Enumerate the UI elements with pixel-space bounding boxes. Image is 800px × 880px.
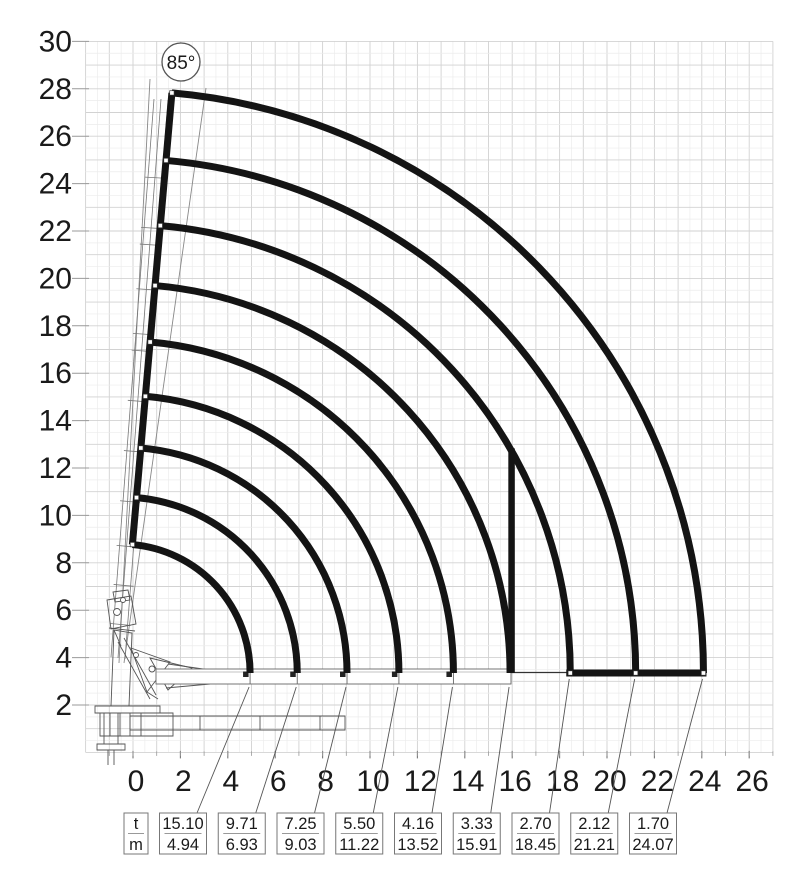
capacity-load-value: 4.16 <box>401 815 435 833</box>
x-tick-label: 16 <box>498 765 532 798</box>
capacity-arc-4 <box>145 396 399 673</box>
arc-tip-marker <box>153 283 157 287</box>
capacity-arc-5 <box>150 342 453 673</box>
y-tick-label: 20 <box>38 262 72 296</box>
capacity-envelope <box>130 91 706 675</box>
arc-tip-marker <box>139 446 143 450</box>
capacity-outreach-value: 9.03 <box>284 836 317 854</box>
x-tick-label: 2 <box>175 765 192 798</box>
x-tick-label: 22 <box>640 765 675 798</box>
x-tick-label: 18 <box>545 765 580 798</box>
capacity-load-value: 15.10 <box>162 815 204 833</box>
crane-pivot-pin <box>149 666 155 672</box>
x-tick-label: 12 <box>403 765 438 798</box>
boom-body <box>156 669 511 684</box>
capacity-cell <box>453 813 500 854</box>
raised-boom-edge <box>118 99 161 658</box>
x-tick-label: 6 <box>269 765 287 798</box>
y-tick-label: 2 <box>55 689 72 722</box>
y-tick-label: 30 <box>38 25 72 59</box>
boom-angle-badge <box>162 43 200 81</box>
y-tick-label: 28 <box>38 72 72 106</box>
crane-pivot-pin <box>121 598 126 603</box>
x-tick-label: 10 <box>356 765 390 798</box>
arc-tip-marker <box>148 340 152 344</box>
x-tick-label: 14 <box>451 765 485 798</box>
capacity-arc-6 <box>155 286 510 673</box>
horizontal-boom <box>156 669 568 684</box>
arc-landing-marker <box>633 671 637 675</box>
x-tick-label: 26 <box>735 765 769 798</box>
arc-landing-marker <box>568 671 572 675</box>
capacity-load-value: 5.50 <box>343 815 376 833</box>
y-tick-label: 12 <box>38 452 72 485</box>
arc-tip-marker <box>130 542 134 546</box>
capacity-outreach-value: 18.45 <box>514 836 557 854</box>
y-tick-label: 8 <box>55 546 72 580</box>
crane-base-part <box>95 706 160 713</box>
grid <box>86 41 773 752</box>
capacity-outreach-value: 13.52 <box>397 836 439 854</box>
capacity-cell <box>571 813 618 854</box>
y-tick-label: 10 <box>38 499 72 533</box>
arc-tip-marker <box>164 158 168 162</box>
capacity-load-value: 9.71 <box>225 815 258 833</box>
x-tick-label: 24 <box>688 765 722 798</box>
capacity-outreach-value: 11.22 <box>339 836 380 854</box>
boom-angle-label: 85° <box>166 53 196 74</box>
capacity-cell <box>218 813 265 854</box>
capacity-cell <box>160 813 207 854</box>
leader-line <box>432 687 452 813</box>
unit-top-label: t <box>133 815 139 833</box>
x-tick-label: 8 <box>317 765 334 798</box>
y-tick-label: 16 <box>38 357 72 391</box>
x-tick-label: 0 <box>127 765 145 798</box>
arc-tip-marker <box>170 91 174 95</box>
crane-base-part <box>130 716 345 730</box>
capacity-outreach-value: 24.07 <box>632 836 674 854</box>
capacity-table <box>124 813 677 854</box>
arc-tip-marker <box>134 495 138 499</box>
capacity-outreach-value: 21.21 <box>573 836 615 854</box>
capacity-cell <box>512 813 559 854</box>
y-tick-label: 26 <box>38 120 72 154</box>
capacity-load-value: 7.25 <box>284 815 317 833</box>
arc-landing-marker <box>701 671 705 675</box>
unit-bottom-label: m <box>129 836 143 854</box>
x-tick-label: 4 <box>222 765 240 798</box>
arc-tip-marker <box>143 394 147 398</box>
capacity-load-value: 2.70 <box>519 815 552 833</box>
capacity-cell <box>630 813 677 854</box>
capacity-cell <box>336 813 383 854</box>
y-tick-label: 4 <box>55 641 72 675</box>
y-tick-label: 6 <box>55 594 72 628</box>
y-tick-label: 18 <box>38 309 72 343</box>
capacity-load-value: 2.12 <box>578 815 611 833</box>
y-tick-label: 22 <box>38 215 72 248</box>
y-tick-label: 14 <box>38 404 72 438</box>
capacity-load-value: 1.70 <box>636 815 670 833</box>
crane-pivot-pin <box>114 609 121 616</box>
x-tick-label: 20 <box>593 765 627 798</box>
crane-base-part <box>200 716 320 730</box>
y-tick-label: 24 <box>38 167 72 201</box>
capacity-cell <box>277 813 324 854</box>
capacity-outreach-value: 4.94 <box>166 836 200 854</box>
capacity-outreach-value: 6.93 <box>225 836 258 854</box>
capacity-outreach-value: 15.91 <box>456 836 498 854</box>
crane-pivot-pin <box>134 653 139 658</box>
capacity-cell <box>395 813 442 854</box>
arc-tip-marker <box>158 223 162 227</box>
capacity-load-value: 3.33 <box>460 815 493 833</box>
capacity-arc-1 <box>132 545 250 673</box>
